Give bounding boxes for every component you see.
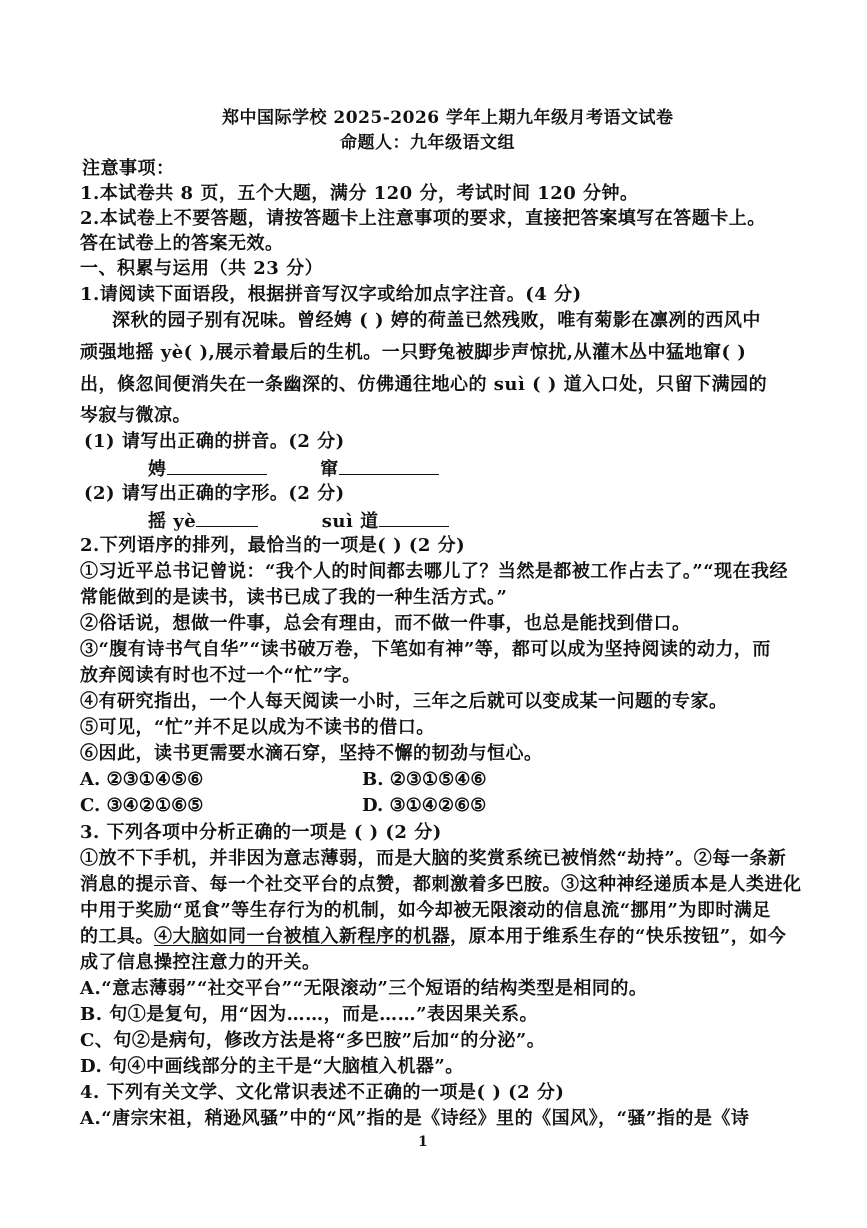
q3-text-line-4-post: ，原本用于维系生存的“快乐按钮”，如今 — [450, 926, 787, 947]
q2-option-b: B. ②③①⑤④⑥ — [362, 769, 487, 790]
q2-stem: 2.下列语序的排列，最恰当的一项是( ) (2 分) — [80, 535, 466, 556]
q1-passage-line-2: 顽强地摇 yè( ),展示着最后的生机。一只野兔被脚步声惊扰,从灌木丛中猛地窜( ) — [80, 342, 747, 363]
page-number: 1 — [418, 1134, 428, 1150]
answer-blank — [339, 456, 439, 475]
q1-sub2-item-a: 摇 yè — [148, 511, 197, 532]
q1-sub1: (1) 请写出正确的拼音。(2 分) — [84, 431, 345, 452]
q2-option-a: A. ②③①④⑤⑥ — [80, 769, 204, 790]
section-heading: 一、积累与运用（共 23 分） — [80, 258, 324, 279]
q3-option-d: D. 句④中画线部分的主干是“大脑植入机器”。 — [80, 1056, 464, 1077]
q2-sentence-1a: ①习近平总书记曾说：“我个人的时间都去哪儿了？当然是都被工作占去了。”“现在我经 — [80, 561, 789, 582]
q3-underlined-phrase: ④大脑如同一台被植入新程序的机器 — [154, 926, 450, 947]
q1-stem: 1.请阅读下面语段，根据拼音写汉字或给加点字注音。(4 分) — [80, 284, 582, 305]
q1-sub2-item-b: suì 道 — [321, 511, 379, 532]
q3-option-b: B. 句①是复句，用“因为……，而是……”表因果关系。 — [80, 1004, 538, 1025]
q2-sentence-3a: ③“腹有诗书气自华”“读书破万卷，下笔如有神”等，都可以成为坚持阅读的动力，而 — [80, 639, 771, 660]
notes-heading: 注意事项： — [82, 158, 175, 179]
q3-text-line-1: ①放不下手机，并非因为意志薄弱，而是大脑的奖赏系统已被悄然“劫持”。②每一条新 — [80, 848, 787, 869]
notes-item-3: 答在试卷上的答案无效。 — [80, 233, 284, 254]
q1-passage-line-4: 岑寂与微凉。 — [80, 405, 191, 426]
q1-passage-line-3: 出，倏忽间便消失在一条幽深的、仿佛通往地心的 suì ( ) 道入口处，只留下满园的 — [80, 374, 768, 395]
answer-blank — [379, 508, 449, 527]
q2-sentence-5: ⑤可见，“忙”并不足以成为不读书的借口。 — [80, 717, 435, 738]
q2-sentence-3b: 放弃阅读有时也不过一个“忙”字。 — [80, 665, 361, 686]
q2-sentence-1b: 常能做到的是读书，读书已成了我的一种生活方式。” — [80, 587, 508, 608]
q2-option-c: C. ③④②①⑥⑤ — [80, 795, 204, 816]
q3-stem: 3. 下列各项中分析正确的一项是 ( ) (2 分) — [80, 822, 442, 843]
exam-author: 命题人：九年级语文组 — [340, 133, 515, 153]
answer-blank — [196, 508, 258, 527]
q2-option-d: D. ③①④②⑥⑤ — [362, 795, 487, 816]
q2-sentence-6: ⑥因此，读书更需要水滴石穿，坚持不懈的韧劲与恒心。 — [80, 743, 543, 764]
q2-sentence-4: ④有研究指出，一个人每天阅读一小时，三年之后就可以变成某一问题的专家。 — [80, 691, 728, 712]
q4-stem: 4. 下列有关文学、文化常识表述不正确的一项是( ) (2 分) — [80, 1082, 565, 1103]
notes-item-2: 2.本试卷上不要答题，请按答题卡上注意事项的要求，直接把答案填写在答题卡上。 — [80, 208, 766, 229]
q3-text-line-5: 成了信息操控注意力的开关。 — [80, 952, 321, 973]
q1-sub1-char-a: 娉 — [148, 459, 167, 480]
q3-text-line-4-pre: 的工具。 — [80, 926, 154, 947]
q1-sub1-answers — [148, 456, 439, 482]
answer-blank — [167, 456, 267, 475]
q3-text-line-3: 中用于奖励“觅食”等生存行为的机制，如今却被无限滚动的信息流“挪用”为即时满足 — [80, 900, 771, 921]
q3-text-line-4 — [80, 925, 786, 949]
q4-option-a: A.“唐宗宋祖，稍逊风骚”中的“风”指的是《诗经》里的《国风》，“骚”指的是《诗 — [80, 1108, 750, 1129]
q3-option-a: A.“意志薄弱”“社交平台”“无限滚动”三个短语的结构类型是相同的。 — [80, 978, 648, 999]
q1-passage-line-1: 深秋的园子别有况味。曾经娉 ( ) 婷的荷盖已然残败，唯有菊影在凛冽的西风中 — [112, 310, 761, 331]
q1-sub1-char-b: 窜 — [320, 459, 339, 480]
q1-sub2: (2) 请写出正确的字形。(2 分) — [84, 483, 345, 504]
exam-title: 郑中国际学校 2025-2026 学年上期九年级月考语文试卷 — [222, 108, 674, 128]
q3-option-c: C、句②是病句，修改方法是将“多巴胺”后加“的分泌”。 — [80, 1030, 546, 1051]
q1-sub2-answers — [148, 508, 449, 534]
q2-sentence-2: ②俗话说，想做一件事，总会有理由，而不做一件事，也总是能找到借口。 — [80, 613, 691, 634]
q3-text-line-2: 消息的提示音、每一个社交平台的点赞，都刺激着多巴胺。③这种神经递质本是人类进化 — [80, 874, 802, 895]
notes-item-1: 1.本试卷共 8 页，五个大题，满分 120 分，考试时间 120 分钟。 — [80, 183, 639, 204]
